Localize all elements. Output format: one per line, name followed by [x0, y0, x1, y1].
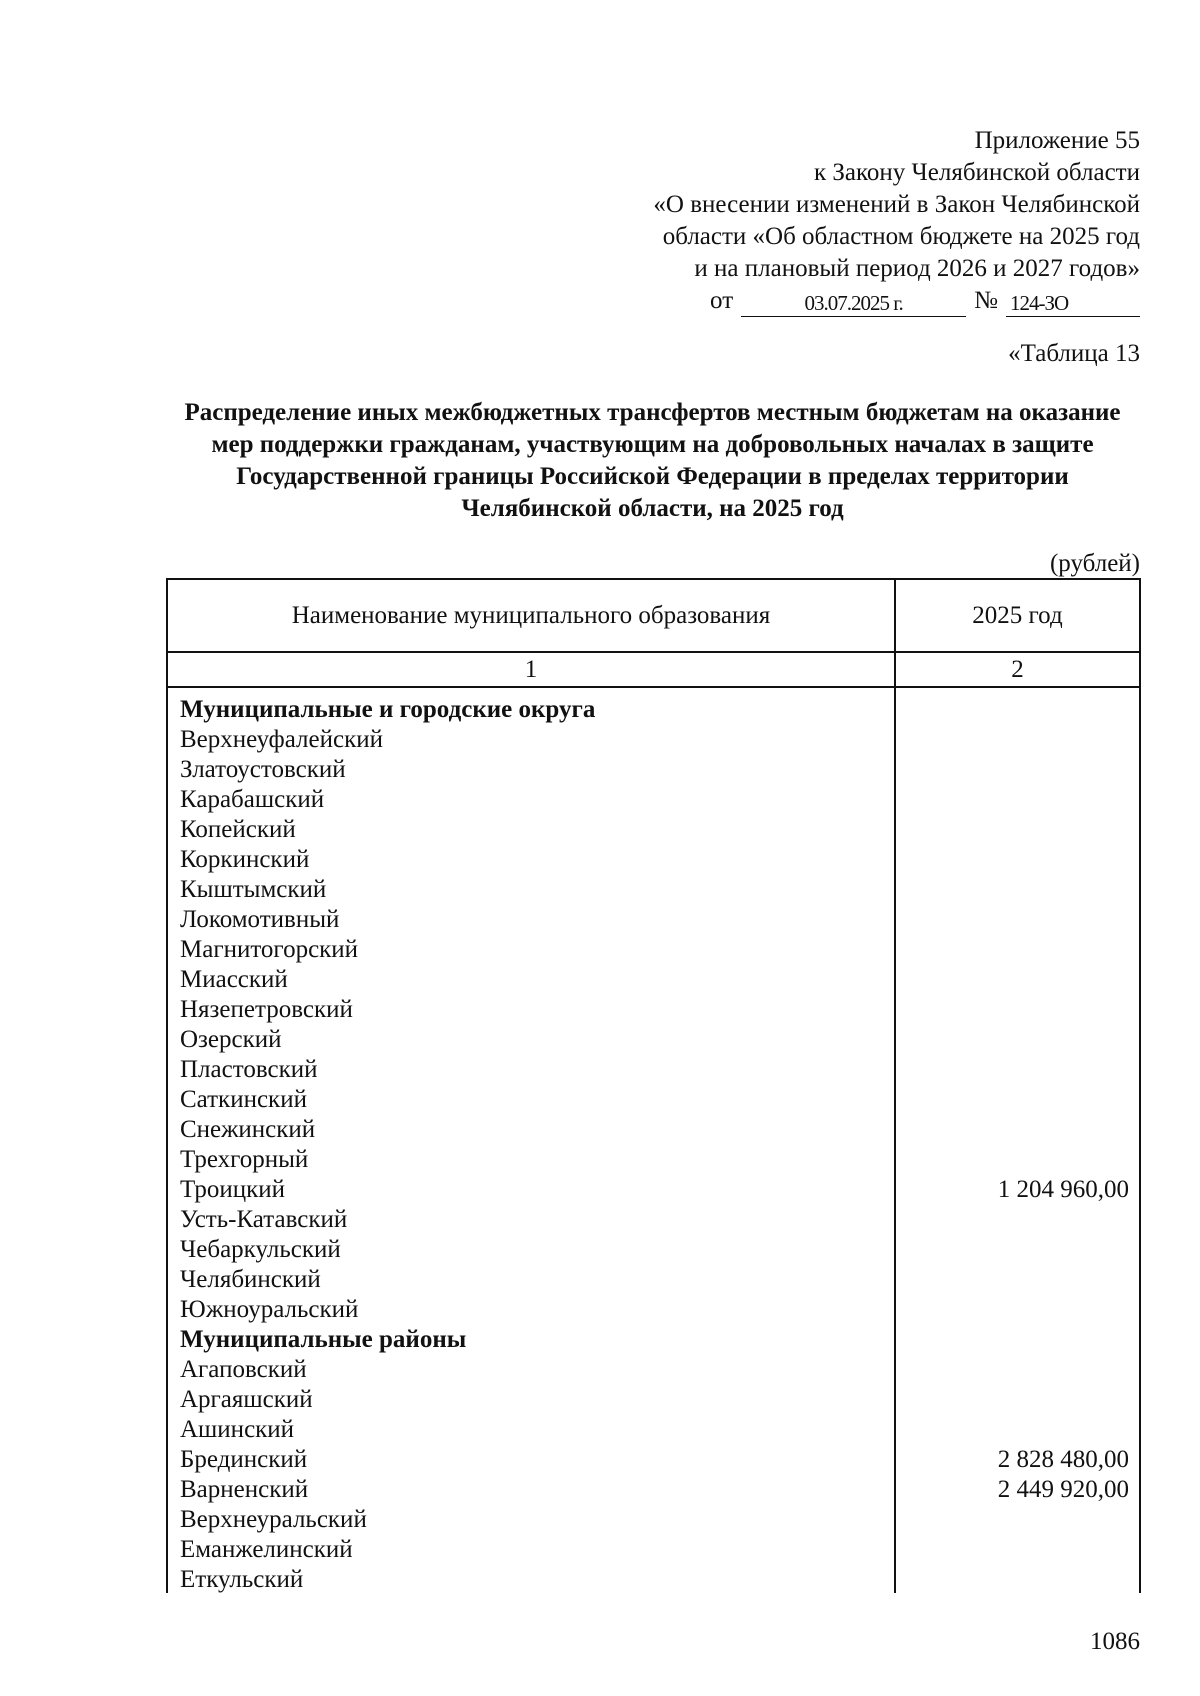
column-number-row [168, 653, 1139, 688]
appendix-header [653, 125, 1140, 317]
column-header-year: 2025 год [972, 602, 1063, 629]
municipality-name: Еткульский [180, 1566, 304, 1593]
column-number-2: 2 [1011, 656, 1024, 683]
transfers-table [166, 578, 1141, 1593]
law-date-number-line [653, 285, 1140, 317]
table-row [168, 845, 1139, 875]
municipality-name: Саткинский [180, 1086, 307, 1113]
column-number-1: 1 [524, 656, 538, 683]
table-row [168, 905, 1139, 935]
table-row [168, 1355, 1139, 1385]
municipality-name: Кыштымский [180, 876, 327, 903]
table-row [168, 935, 1139, 965]
municipality-name: Агаповский [180, 1356, 307, 1383]
section-heading: Муниципальные районы [180, 1326, 467, 1353]
municipality-name: Озерский [180, 1026, 282, 1053]
municipality-name: Верхнеуральский [180, 1506, 367, 1533]
municipality-name: Чебаркульский [180, 1236, 341, 1263]
table-row [168, 725, 1139, 755]
municipality-name: Пластовский [180, 1056, 318, 1083]
table-row [168, 1535, 1139, 1565]
municipality-name: Еманжелинский [180, 1536, 353, 1563]
municipality-name: Аргаяшский [180, 1386, 313, 1413]
municipality-name: Копейский [180, 816, 296, 843]
table-row [168, 1235, 1139, 1265]
table-row [168, 1505, 1139, 1535]
table-row [168, 1175, 1139, 1205]
municipality-name: Карабашский [180, 786, 325, 813]
municipality-name: Южноуральский [180, 1296, 359, 1323]
table-row [168, 1475, 1139, 1505]
transfer-amount: 2 828 480,00 [997, 1446, 1129, 1473]
number-sign: № [974, 287, 998, 314]
table-row [168, 1055, 1139, 1085]
municipality-name: Коркинский [180, 846, 310, 873]
table-row [168, 1025, 1139, 1055]
header-line: к Закону Челябинской области [814, 159, 1140, 186]
header-line: области «Об областном бюджете на 2025 год [662, 223, 1140, 250]
section-heading: Муниципальные и городские округа [180, 696, 596, 723]
table-row [168, 1265, 1139, 1295]
municipality-name: Снежинский [180, 1116, 316, 1143]
table-row [168, 1295, 1139, 1325]
municipality-name: Верхнеуфалейский [180, 726, 383, 753]
table-row [168, 995, 1139, 1025]
municipality-name: Челябинский [180, 1266, 321, 1293]
table-row [168, 1565, 1139, 1595]
document-title: Распределение иных межбюджетных трансфертов местным бюджетам на оказание мер поддержки гражданам, участвующим на добровольных началах в защите Государственной границы Российской Федерации в пределах территории Челябинской области, на 2025 год [184, 399, 1121, 522]
table-row [168, 875, 1139, 905]
table-row [168, 1145, 1139, 1175]
law-number: 124-ЗО [1006, 290, 1140, 317]
table-row [168, 1205, 1139, 1235]
units-label: (рублей) [1049, 550, 1140, 577]
municipality-name: Миасский [180, 966, 288, 993]
table-row [168, 1415, 1139, 1445]
header-line: и на плановый период 2026 и 2027 годов» [694, 255, 1140, 282]
date-prefix: от [710, 287, 734, 314]
municipality-name: Магнитогорский [180, 936, 359, 963]
table-label: «Таблица 13 [1008, 340, 1140, 367]
transfer-amount: 1 204 960,00 [997, 1176, 1129, 1203]
municipality-name: Златоустовский [180, 756, 346, 783]
column-header-name: Наименование муниципального образования [291, 602, 771, 629]
section-row [168, 695, 1139, 725]
page-number: 1086 [1090, 1628, 1140, 1655]
municipality-name: Нязепетровский [180, 996, 353, 1023]
table-row [168, 815, 1139, 845]
municipality-name: Трехгорный [180, 1146, 309, 1173]
municipality-name: Варненский [180, 1476, 309, 1503]
table-row [168, 1385, 1139, 1415]
table-row [168, 1445, 1139, 1475]
table-body [168, 695, 1139, 1595]
municipality-name: Усть-Катавский [180, 1206, 348, 1233]
municipality-name: Ашинский [180, 1416, 295, 1443]
header-line: Приложение 55 [974, 127, 1140, 154]
municipality-name: Локомотивный [180, 906, 340, 933]
section-row [168, 1325, 1139, 1355]
municipality-name: Троицкий [180, 1176, 285, 1203]
table-row [168, 755, 1139, 785]
law-date: 03.07.2025 г. [741, 290, 966, 317]
municipality-name: Брединский [180, 1446, 308, 1473]
table-row [168, 1085, 1139, 1115]
table-row [168, 965, 1139, 995]
header-line: «О внесении изменений в Закон Челябинской [653, 191, 1140, 218]
table-row [168, 1115, 1139, 1145]
transfer-amount: 2 449 920,00 [997, 1476, 1129, 1503]
table-header-row [168, 580, 1139, 653]
table-row [168, 785, 1139, 815]
